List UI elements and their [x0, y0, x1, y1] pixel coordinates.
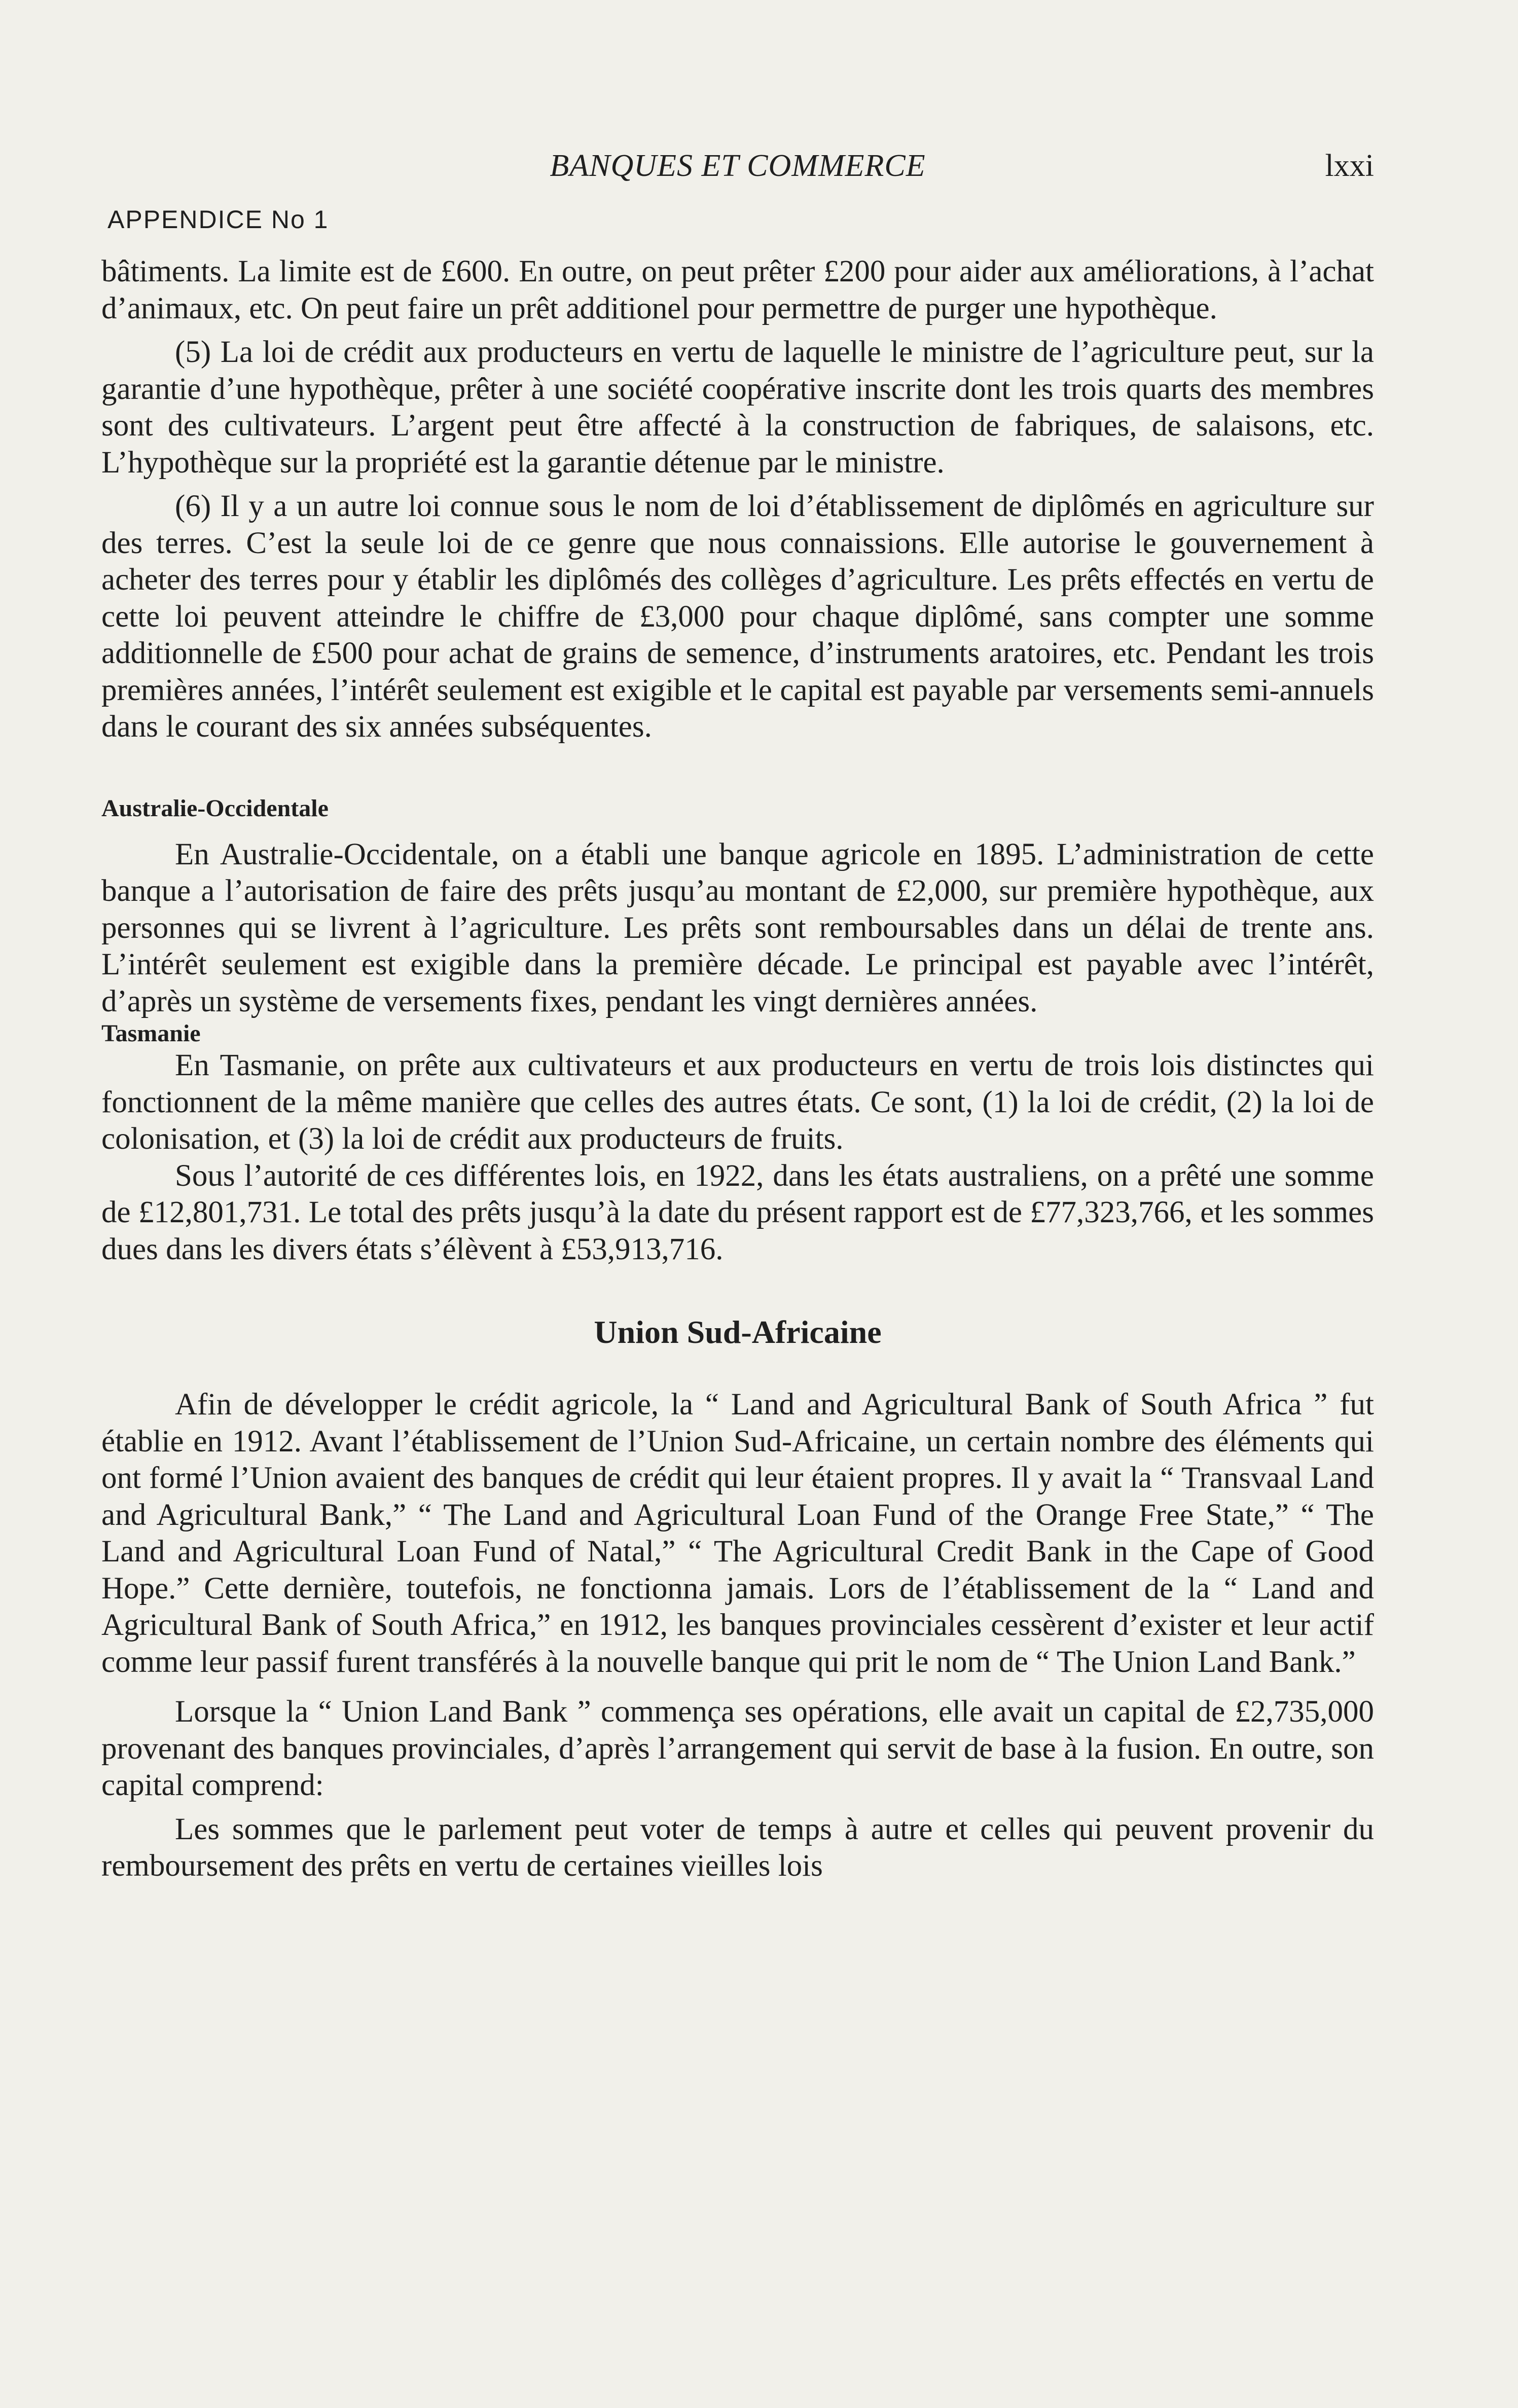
paragraph-union-2: Lorsque la “ Union Land Bank ” commença ses opérations, elle avait un capital de £2,735,000 provenant des banques provinciales, d’après l’arrangement qui servit de base à la fusion. En outre, son capital comprend:	[101, 1695, 1374, 1802]
paragraph-union-1: Afin de développer le crédit agricole, la “ Land and Agricultural Bank of South Africa ” fut établie en 1912. Avant l’établissement de l’Union Sud-Africaine, un certain nombre des éléments qui ont formé l’Union avaient des banques de crédit qui leur étaient propres. Il y avait la “ Transvaal Land and Agricultural Bank,” “ The Land and Agricultural Loan Fund of the Orange Free State,” “ The Land and Agricultural Loan Fund of Natal,” “ The Agricultural Credit Bank in the Cape of Good Hope.” Cette dernière, toutefois, ne fonctionna jamais. Lors de l’établissement de la “ Land and Agricultural Bank of South Africa,” en 1912, les banques provinciales cessèrent d’exister et leur actif comme leur passif furent transférés à la nouvelle banque qui prit le nom de “ The Union Land Bank.”	[101, 1388, 1374, 1679]
page-number: lxxi	[1325, 149, 1374, 183]
page-body	[101, 253, 1374, 1885]
paragraph-tasmanie-1: En Tasmanie, on prête aux cultivateurs et aux producteurs en vertu de trois lois distinctes qui fonctionnent de la même manière que celles des autres états. Ce sont, (1) la loi de crédit, (2) la loi de colonisation, et (3) la loi de crédit aux producteurs de fruits.	[101, 1048, 1374, 1156]
paragraph-continuation: bâtiments. La limite est de £600. En outre, on peut prêter £200 pour aider aux améliorations, à l’achat d’animaux, etc. On peut faire un prêt additionel pour permettre de purger une hypothèque.	[101, 254, 1374, 325]
heading-union-sud-africaine: Union Sud-Africaine	[594, 1314, 882, 1350]
running-title: BANQUES ET COMMERCE	[550, 149, 926, 183]
heading-tasmanie: Tasmanie	[101, 1020, 201, 1047]
running-header	[101, 148, 1374, 189]
heading-australie-occidentale: Australie-Occidentale	[101, 794, 329, 822]
paragraph-item-5: (5) La loi de crédit aux producteurs en vertu de laquelle le ministre de l’agriculture peut, sur la garantie d’une hypothèque, prêter à une société coopérative inscrite dont les trois quarts des membres sont des cultivateurs. L’argent peut être affecté à la construction de fabriques, de salaisons, etc. L’hypothèque sur la propriété est la garantie détenue par le ministre.	[101, 335, 1374, 480]
paragraph-australie: En Australie-Occidentale, on a établi une banque agricole en 1895. L’administration de cette banque a l’autorisation de faire des prêts jusqu’au montant de £2,000, sur première hypothèque, aux personnes qui se livrent à l’agriculture. Les prêts sont remboursables dans un délai de trente ans. L’intérêt seulement est exigible dans la première décade. Le principal est payable avec l’intérêt, d’après un système de versements fixes, pendant les vingt dernières années.	[101, 837, 1374, 1018]
appendix-label: APPENDICE No 1	[107, 205, 329, 234]
paragraph-item-6: (6) Il y a un autre loi connue sous le nom de loi d’établissement de diplômés en agriculture sur des terres. C’est la seule loi de ce genre que nous connaissions. Elle autorise le gouvernement à acheter des terres pour y établir les diplômés des collèges d’agriculture. Les prêts effectés en vertu de cette loi peuvent atteindre le chiffre de £3,000 pour chaque diplômé, sans compter une somme additionnelle de £500 pour achat de grains de semence, d’instruments aratoires, etc. Pendant les trois premières années, l’intérêt seulement est exigible et le capital est payable par versements semi-annuels dans le courant des six années subséquentes.	[101, 489, 1374, 744]
paragraph-tasmanie-2: Sous l’autorité de ces différentes lois, en 1922, dans les états australiens, on a prêté une somme de £12,801,731. Le total des prêts jusqu’à la date du présent rapport est de £77,323,766, et les sommes dues dans les divers états s’élèvent à £53,913,716.	[101, 1158, 1374, 1266]
paragraph-union-3: Les sommes que le parlement peut voter de temps à autre et celles qui peuvent provenir du remboursement des prêts en vertu de certaines vieilles lois	[101, 1812, 1374, 1883]
